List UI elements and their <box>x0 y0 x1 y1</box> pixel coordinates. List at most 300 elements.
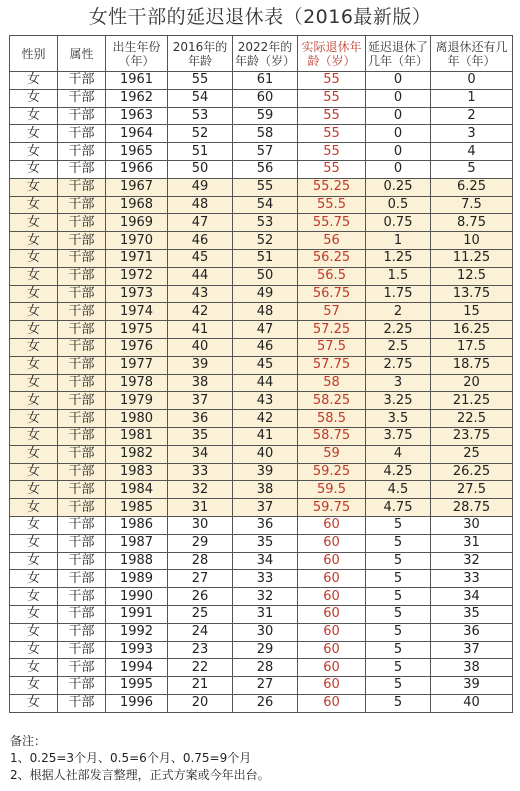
cell-gender: 女 <box>10 143 58 161</box>
cell-years-delayed: 5 <box>366 641 431 659</box>
cell-type: 干部 <box>58 107 106 125</box>
cell-years-until-retirement: 6.25 <box>431 178 513 196</box>
cell-years-delayed: 5 <box>366 623 431 641</box>
cell-gender: 女 <box>10 178 58 196</box>
cell-actual-retirement-age: 55.75 <box>298 214 366 232</box>
cell-gender: 女 <box>10 321 58 339</box>
cell-age-2022: 27 <box>233 677 298 695</box>
cell-years-delayed: 0 <box>366 143 431 161</box>
cell-type: 干部 <box>58 303 106 321</box>
cell-years-delayed: 5 <box>366 659 431 677</box>
cell-years-until-retirement: 25 <box>431 445 513 463</box>
cell-age-2016: 38 <box>168 374 233 392</box>
table-row <box>10 125 513 143</box>
cell-years-until-retirement: 30 <box>431 516 513 534</box>
cell-years-delayed: 0.25 <box>366 178 431 196</box>
cell-age-2016: 28 <box>168 552 233 570</box>
header-birth-year: 出生年份（年） <box>106 36 168 72</box>
cell-years-delayed: 0 <box>366 125 431 143</box>
cell-actual-retirement-age: 56.25 <box>298 249 366 267</box>
cell-birth-year: 1966 <box>106 160 168 178</box>
table-row <box>10 605 513 623</box>
cell-age-2022: 35 <box>233 534 298 552</box>
cell-age-2016: 22 <box>168 659 233 677</box>
cell-gender: 女 <box>10 659 58 677</box>
cell-gender: 女 <box>10 392 58 410</box>
cell-years-delayed: 3.75 <box>366 427 431 445</box>
header-gender: 性别 <box>10 36 58 72</box>
cell-years-delayed: 1.75 <box>366 285 431 303</box>
cell-years-delayed: 1.25 <box>366 249 431 267</box>
table-body <box>10 72 513 713</box>
cell-years-until-retirement: 10 <box>431 232 513 250</box>
cell-birth-year: 1974 <box>106 303 168 321</box>
cell-type: 干部 <box>58 267 106 285</box>
cell-years-until-retirement: 22.5 <box>431 410 513 428</box>
cell-gender: 女 <box>10 481 58 499</box>
table-row <box>10 623 513 641</box>
table-row <box>10 321 513 339</box>
cell-gender: 女 <box>10 623 58 641</box>
table-row <box>10 285 513 303</box>
cell-age-2016: 48 <box>168 196 233 214</box>
cell-type: 干部 <box>58 588 106 606</box>
cell-birth-year: 1979 <box>106 392 168 410</box>
cell-age-2016: 34 <box>168 445 233 463</box>
header-actual-retirement-age: 实际退休年龄（岁） <box>298 36 366 72</box>
cell-years-delayed: 4.5 <box>366 481 431 499</box>
cell-type: 干部 <box>58 321 106 339</box>
cell-actual-retirement-age: 55 <box>298 125 366 143</box>
table-row <box>10 160 513 178</box>
cell-gender: 女 <box>10 338 58 356</box>
cell-birth-year: 1962 <box>106 89 168 107</box>
cell-actual-retirement-age: 58.25 <box>298 392 366 410</box>
cell-type: 干部 <box>58 249 106 267</box>
table-row <box>10 107 513 125</box>
table-row <box>10 481 513 499</box>
cell-birth-year: 1970 <box>106 232 168 250</box>
cell-age-2016: 46 <box>168 232 233 250</box>
cell-years-delayed: 2.25 <box>366 321 431 339</box>
cell-birth-year: 1977 <box>106 356 168 374</box>
cell-actual-retirement-age: 60 <box>298 659 366 677</box>
cell-age-2016: 39 <box>168 356 233 374</box>
cell-type: 干部 <box>58 605 106 623</box>
cell-years-delayed: 4.75 <box>366 499 431 517</box>
cell-age-2022: 50 <box>233 267 298 285</box>
table-row <box>10 89 513 107</box>
cell-actual-retirement-age: 55 <box>298 72 366 90</box>
cell-years-until-retirement: 13.75 <box>431 285 513 303</box>
cell-age-2022: 39 <box>233 463 298 481</box>
cell-years-delayed: 3.25 <box>366 392 431 410</box>
cell-birth-year: 1983 <box>106 463 168 481</box>
cell-gender: 女 <box>10 303 58 321</box>
cell-birth-year: 1993 <box>106 641 168 659</box>
cell-type: 干部 <box>58 285 106 303</box>
cell-age-2016: 50 <box>168 160 233 178</box>
cell-years-until-retirement: 15 <box>431 303 513 321</box>
cell-gender: 女 <box>10 463 58 481</box>
cell-gender: 女 <box>10 552 58 570</box>
cell-years-delayed: 1 <box>366 232 431 250</box>
cell-years-delayed: 2.5 <box>366 338 431 356</box>
header-years-delayed: 延迟退休了几年（年） <box>366 36 431 72</box>
cell-age-2016: 43 <box>168 285 233 303</box>
cell-age-2022: 36 <box>233 516 298 534</box>
cell-age-2022: 43 <box>233 392 298 410</box>
cell-age-2016: 30 <box>168 516 233 534</box>
cell-gender: 女 <box>10 267 58 285</box>
notes-label: 备注： <box>10 734 47 748</box>
cell-age-2022: 42 <box>233 410 298 428</box>
cell-age-2016: 36 <box>168 410 233 428</box>
cell-type: 干部 <box>58 659 106 677</box>
cell-gender: 女 <box>10 427 58 445</box>
cell-years-delayed: 5 <box>366 552 431 570</box>
cell-type: 干部 <box>58 374 106 392</box>
cell-years-until-retirement: 37 <box>431 641 513 659</box>
cell-age-2016: 45 <box>168 249 233 267</box>
cell-years-until-retirement: 34 <box>431 588 513 606</box>
cell-years-until-retirement: 38 <box>431 659 513 677</box>
cell-birth-year: 1978 <box>106 374 168 392</box>
cell-actual-retirement-age: 60 <box>298 641 366 659</box>
cell-age-2016: 24 <box>168 623 233 641</box>
header-type: 属性 <box>58 36 106 72</box>
cell-years-delayed: 4.25 <box>366 463 431 481</box>
cell-age-2016: 26 <box>168 588 233 606</box>
cell-years-delayed: 0.75 <box>366 214 431 232</box>
cell-gender: 女 <box>10 285 58 303</box>
table-row <box>10 338 513 356</box>
table-row <box>10 516 513 534</box>
cell-birth-year: 1981 <box>106 427 168 445</box>
cell-type: 干部 <box>58 516 106 534</box>
cell-type: 干部 <box>58 499 106 517</box>
cell-years-until-retirement: 11.25 <box>431 249 513 267</box>
cell-age-2016: 53 <box>168 107 233 125</box>
cell-actual-retirement-age: 60 <box>298 552 366 570</box>
cell-years-until-retirement: 16.25 <box>431 321 513 339</box>
cell-years-until-retirement: 7.5 <box>431 196 513 214</box>
cell-actual-retirement-age: 55 <box>298 143 366 161</box>
cell-type: 干部 <box>58 552 106 570</box>
cell-actual-retirement-age: 58.5 <box>298 410 366 428</box>
cell-actual-retirement-age: 60 <box>298 588 366 606</box>
cell-years-delayed: 5 <box>366 588 431 606</box>
cell-actual-retirement-age: 59.75 <box>298 499 366 517</box>
cell-gender: 女 <box>10 196 58 214</box>
cell-gender: 女 <box>10 232 58 250</box>
cell-age-2022: 60 <box>233 89 298 107</box>
cell-gender: 女 <box>10 588 58 606</box>
cell-gender: 女 <box>10 677 58 695</box>
cell-actual-retirement-age: 60 <box>298 694 366 712</box>
cell-birth-year: 1989 <box>106 570 168 588</box>
cell-age-2022: 55 <box>233 178 298 196</box>
cell-actual-retirement-age: 57.75 <box>298 356 366 374</box>
cell-gender: 女 <box>10 499 58 517</box>
cell-years-delayed: 5 <box>366 570 431 588</box>
cell-type: 干部 <box>58 196 106 214</box>
cell-type: 干部 <box>58 463 106 481</box>
cell-age-2022: 26 <box>233 694 298 712</box>
cell-age-2022: 38 <box>233 481 298 499</box>
table-row <box>10 659 513 677</box>
cell-age-2016: 42 <box>168 303 233 321</box>
cell-birth-year: 1969 <box>106 214 168 232</box>
cell-birth-year: 1961 <box>106 72 168 90</box>
cell-years-delayed: 2.75 <box>366 356 431 374</box>
cell-type: 干部 <box>58 445 106 463</box>
cell-age-2016: 27 <box>168 570 233 588</box>
cell-age-2016: 20 <box>168 694 233 712</box>
cell-birth-year: 1991 <box>106 605 168 623</box>
cell-age-2022: 31 <box>233 605 298 623</box>
cell-actual-retirement-age: 55 <box>298 107 366 125</box>
cell-age-2022: 34 <box>233 552 298 570</box>
retirement-table <box>9 35 513 713</box>
cell-gender: 女 <box>10 89 58 107</box>
cell-age-2016: 44 <box>168 267 233 285</box>
page-title: 女性干部的延迟退休表（2016最新版） <box>88 6 432 28</box>
cell-type: 干部 <box>58 232 106 250</box>
cell-years-until-retirement: 33 <box>431 570 513 588</box>
cell-birth-year: 1985 <box>106 499 168 517</box>
cell-years-delayed: 0 <box>366 72 431 90</box>
cell-birth-year: 1994 <box>106 659 168 677</box>
cell-actual-retirement-age: 55 <box>298 160 366 178</box>
cell-age-2022: 59 <box>233 107 298 125</box>
cell-age-2022: 54 <box>233 196 298 214</box>
table-row <box>10 694 513 712</box>
cell-birth-year: 1975 <box>106 321 168 339</box>
cell-age-2016: 29 <box>168 534 233 552</box>
table-row <box>10 445 513 463</box>
cell-type: 干部 <box>58 214 106 232</box>
cell-birth-year: 1967 <box>106 178 168 196</box>
cell-age-2022: 40 <box>233 445 298 463</box>
cell-years-until-retirement: 26.25 <box>431 463 513 481</box>
cell-gender: 女 <box>10 356 58 374</box>
cell-years-until-retirement: 1 <box>431 89 513 107</box>
cell-gender: 女 <box>10 107 58 125</box>
cell-actual-retirement-age: 58.75 <box>298 427 366 445</box>
cell-birth-year: 1973 <box>106 285 168 303</box>
cell-birth-year: 1996 <box>106 694 168 712</box>
cell-birth-year: 1968 <box>106 196 168 214</box>
cell-type: 干部 <box>58 338 106 356</box>
cell-gender: 女 <box>10 445 58 463</box>
cell-type: 干部 <box>58 694 106 712</box>
cell-gender: 女 <box>10 570 58 588</box>
cell-type: 干部 <box>58 534 106 552</box>
cell-age-2022: 33 <box>233 570 298 588</box>
cell-birth-year: 1988 <box>106 552 168 570</box>
table-row <box>10 303 513 321</box>
cell-age-2022: 61 <box>233 72 298 90</box>
cell-years-delayed: 0 <box>366 107 431 125</box>
cell-birth-year: 1990 <box>106 588 168 606</box>
cell-gender: 女 <box>10 160 58 178</box>
cell-type: 干部 <box>58 410 106 428</box>
cell-years-delayed: 0.5 <box>366 196 431 214</box>
cell-years-delayed: 5 <box>366 534 431 552</box>
cell-age-2016: 51 <box>168 143 233 161</box>
cell-type: 干部 <box>58 89 106 107</box>
cell-age-2022: 57 <box>233 143 298 161</box>
cell-age-2016: 40 <box>168 338 233 356</box>
table-row <box>10 249 513 267</box>
cell-age-2022: 30 <box>233 623 298 641</box>
cell-birth-year: 1987 <box>106 534 168 552</box>
header-age-2022: 2022年的年龄（岁） <box>233 36 298 72</box>
cell-years-delayed: 0 <box>366 160 431 178</box>
cell-gender: 女 <box>10 694 58 712</box>
cell-actual-retirement-age: 60 <box>298 570 366 588</box>
cell-actual-retirement-age: 59.5 <box>298 481 366 499</box>
cell-age-2016: 23 <box>168 641 233 659</box>
cell-years-delayed: 5 <box>366 516 431 534</box>
cell-gender: 女 <box>10 125 58 143</box>
table-row <box>10 677 513 695</box>
cell-actual-retirement-age: 60 <box>298 605 366 623</box>
table-row <box>10 427 513 445</box>
cell-type: 干部 <box>58 178 106 196</box>
cell-years-delayed: 5 <box>366 605 431 623</box>
cell-age-2016: 55 <box>168 72 233 90</box>
cell-gender: 女 <box>10 72 58 90</box>
cell-age-2022: 56 <box>233 160 298 178</box>
cell-years-until-retirement: 18.75 <box>431 356 513 374</box>
cell-years-delayed: 4 <box>366 445 431 463</box>
cell-age-2016: 41 <box>168 321 233 339</box>
cell-actual-retirement-age: 58 <box>298 374 366 392</box>
cell-years-until-retirement: 12.5 <box>431 267 513 285</box>
cell-age-2016: 25 <box>168 605 233 623</box>
cell-actual-retirement-age: 56.75 <box>298 285 366 303</box>
cell-type: 干部 <box>58 641 106 659</box>
table-row <box>10 499 513 517</box>
table-row <box>10 641 513 659</box>
cell-type: 干部 <box>58 356 106 374</box>
cell-birth-year: 1976 <box>106 338 168 356</box>
cell-birth-year: 1992 <box>106 623 168 641</box>
table-row <box>10 570 513 588</box>
table-row <box>10 463 513 481</box>
cell-years-until-retirement: 36 <box>431 623 513 641</box>
cell-type: 干部 <box>58 160 106 178</box>
cell-years-until-retirement: 35 <box>431 605 513 623</box>
cell-birth-year: 1963 <box>106 107 168 125</box>
cell-actual-retirement-age: 60 <box>298 623 366 641</box>
cell-age-2016: 33 <box>168 463 233 481</box>
cell-actual-retirement-age: 55.5 <box>298 196 366 214</box>
cell-years-until-retirement: 23.75 <box>431 427 513 445</box>
cell-years-until-retirement: 40 <box>431 694 513 712</box>
table-row <box>10 143 513 161</box>
cell-birth-year: 1980 <box>106 410 168 428</box>
cell-years-until-retirement: 27.5 <box>431 481 513 499</box>
cell-birth-year: 1964 <box>106 125 168 143</box>
cell-actual-retirement-age: 57 <box>298 303 366 321</box>
cell-years-until-retirement: 17.5 <box>431 338 513 356</box>
cell-years-until-retirement: 8.75 <box>431 214 513 232</box>
cell-age-2022: 37 <box>233 499 298 517</box>
table-row <box>10 178 513 196</box>
table-row <box>10 534 513 552</box>
cell-type: 干部 <box>58 481 106 499</box>
cell-type: 干部 <box>58 623 106 641</box>
cell-years-until-retirement: 28.75 <box>431 499 513 517</box>
cell-actual-retirement-age: 57.5 <box>298 338 366 356</box>
cell-gender: 女 <box>10 374 58 392</box>
table-row <box>10 356 513 374</box>
notes-line-1: 1、0.25=3个月、0.5=6个月、0.75=9个月 <box>10 751 252 765</box>
cell-gender: 女 <box>10 249 58 267</box>
cell-years-until-retirement: 4 <box>431 143 513 161</box>
cell-age-2016: 32 <box>168 481 233 499</box>
cell-years-until-retirement: 3 <box>431 125 513 143</box>
cell-age-2022: 29 <box>233 641 298 659</box>
cell-actual-retirement-age: 57.25 <box>298 321 366 339</box>
cell-birth-year: 1982 <box>106 445 168 463</box>
cell-years-until-retirement: 5 <box>431 160 513 178</box>
cell-age-2022: 32 <box>233 588 298 606</box>
cell-age-2022: 44 <box>233 374 298 392</box>
cell-type: 干部 <box>58 125 106 143</box>
notes-line-2: 2、根据人社部发言整理，正式方案或今年出台。 <box>10 768 270 782</box>
cell-actual-retirement-age: 59 <box>298 445 366 463</box>
cell-years-delayed: 5 <box>366 677 431 695</box>
cell-age-2022: 28 <box>233 659 298 677</box>
cell-birth-year: 1971 <box>106 249 168 267</box>
cell-years-until-retirement: 31 <box>431 534 513 552</box>
cell-years-until-retirement: 39 <box>431 677 513 695</box>
cell-years-delayed: 3 <box>366 374 431 392</box>
cell-years-until-retirement: 20 <box>431 374 513 392</box>
cell-actual-retirement-age: 60 <box>298 516 366 534</box>
cell-years-until-retirement: 21.25 <box>431 392 513 410</box>
cell-age-2016: 37 <box>168 392 233 410</box>
cell-age-2022: 52 <box>233 232 298 250</box>
cell-birth-year: 1984 <box>106 481 168 499</box>
cell-age-2022: 49 <box>233 285 298 303</box>
cell-gender: 女 <box>10 516 58 534</box>
cell-actual-retirement-age: 59.25 <box>298 463 366 481</box>
cell-years-delayed: 1.5 <box>366 267 431 285</box>
cell-years-until-retirement: 0 <box>431 72 513 90</box>
cell-years-delayed: 5 <box>366 694 431 712</box>
table-row <box>10 410 513 428</box>
cell-age-2022: 41 <box>233 427 298 445</box>
cell-birth-year: 1986 <box>106 516 168 534</box>
table-row <box>10 232 513 250</box>
cell-type: 干部 <box>58 72 106 90</box>
table-header <box>10 36 513 72</box>
cell-actual-retirement-age: 55 <box>298 89 366 107</box>
cell-type: 干部 <box>58 677 106 695</box>
cell-age-2022: 58 <box>233 125 298 143</box>
table-row <box>10 374 513 392</box>
cell-age-2022: 47 <box>233 321 298 339</box>
cell-years-delayed: 2 <box>366 303 431 321</box>
cell-actual-retirement-age: 60 <box>298 534 366 552</box>
cell-type: 干部 <box>58 143 106 161</box>
cell-age-2022: 51 <box>233 249 298 267</box>
